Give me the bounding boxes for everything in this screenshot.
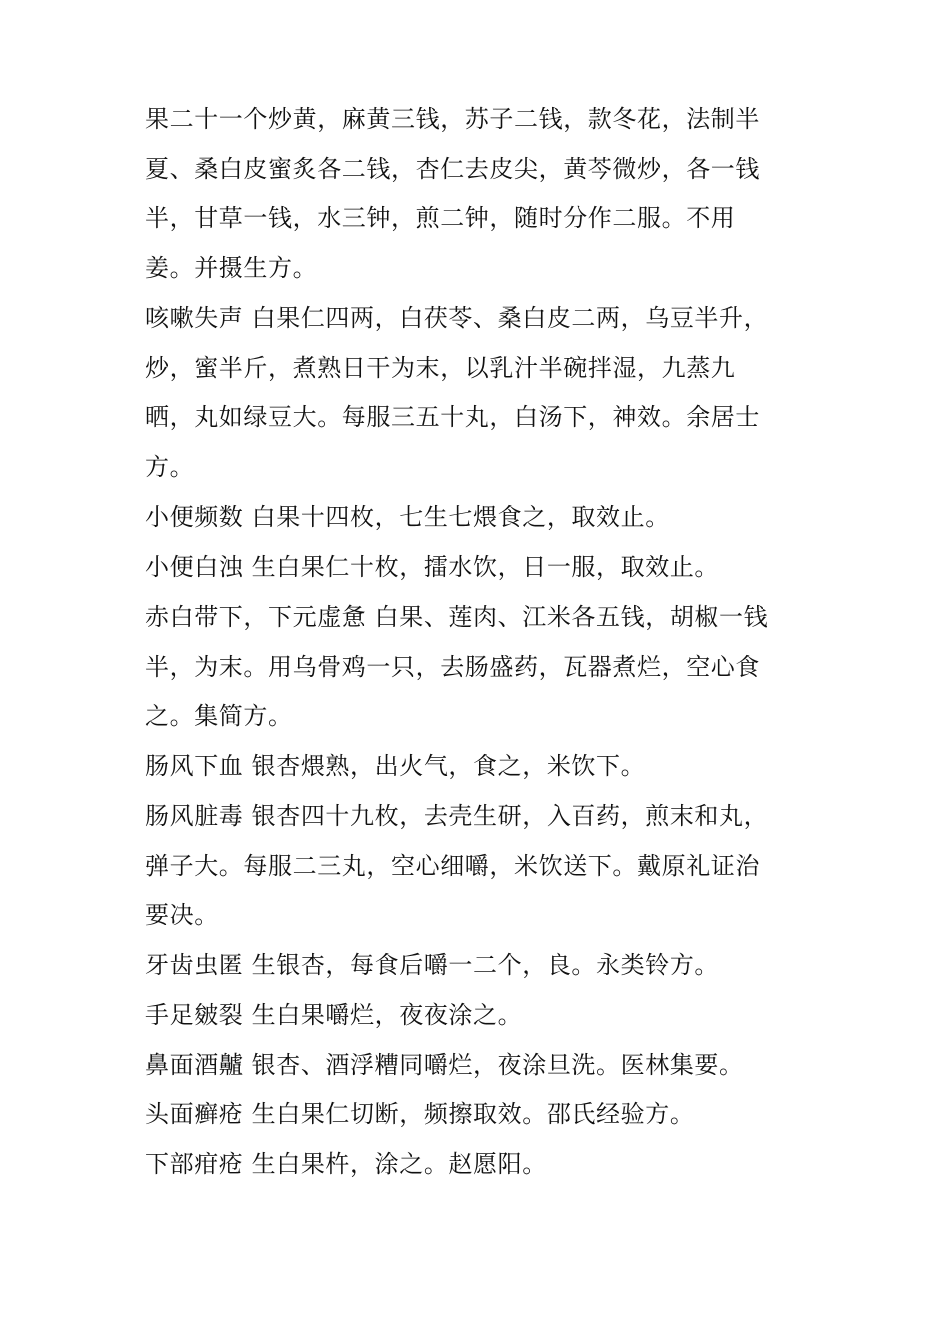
text-line: 晒，丸如绿豆大。每服三五十丸，白汤下，神效。余居士 [145,403,760,431]
text-line: 肠风下血 银杏煨熟，出火气，食之，米饮下。 [145,752,646,780]
text-line: 手足皴裂 生白果嚼烂，夜夜涂之。 [145,1001,523,1029]
text-line: 要决。 [145,901,219,929]
text-line: 果二十一个炒黄，麻黄三钱，苏子二钱，款冬花，法制半 [145,105,760,133]
text-line: 牙齿虫匿 生银杏，每食后嚼一二个，良。永类铃方。 [145,951,720,979]
text-line: 下部疳疮 生白果杵，涂之。赵愿阳。 [145,1150,547,1178]
text-line: 弹子大。每服二三丸，空心细嚼，米饮送下。戴原礼证治 [145,852,760,880]
text-line: 夏、桑白皮蜜炙各二钱，杏仁去皮尖，黄芩微炒，各一钱 [145,155,760,183]
text-line: 头面癣疮 生白果仁切断，频擦取效。邵氏经验方。 [145,1100,695,1128]
text-line: 半，甘草一钱，水三钟，煎二钟，随时分作二服。不用 [145,204,736,232]
text-line: 赤白带下，下元虚惫 白果、莲肉、江米各五钱，胡椒一钱 [145,603,769,631]
text-line: 炒，蜜半斤，煮熟日干为末，以乳汁半碗拌湿，九蒸九 [145,354,736,382]
text-line: 小便白浊 生白果仁十枚，擂水饮，日一服，取效止。 [145,553,720,581]
text-line: 鼻面酒齇 银杏、酒浮糟同嚼烂，夜涂旦洗。医林集要。 [145,1051,744,1079]
text-line: 小便频数 白果十四枚，七生七煨食之，取效止。 [145,503,670,531]
text-line: 之。集简方。 [145,702,293,730]
text-line: 姜。并摄生方。 [145,254,318,282]
text-line: 咳嗽失声 白果仁四两，白茯苓、桑白皮二两，乌豆半升， [145,304,769,332]
text-line: 方。 [145,453,195,481]
text-line: 肠风脏毒 银杏四十九枚，去壳生研，入百药，煎末和丸， [145,802,769,830]
text-line: 半，为末。用乌骨鸡一只，去肠盛药，瓦器煮烂，空心食 [145,653,760,681]
